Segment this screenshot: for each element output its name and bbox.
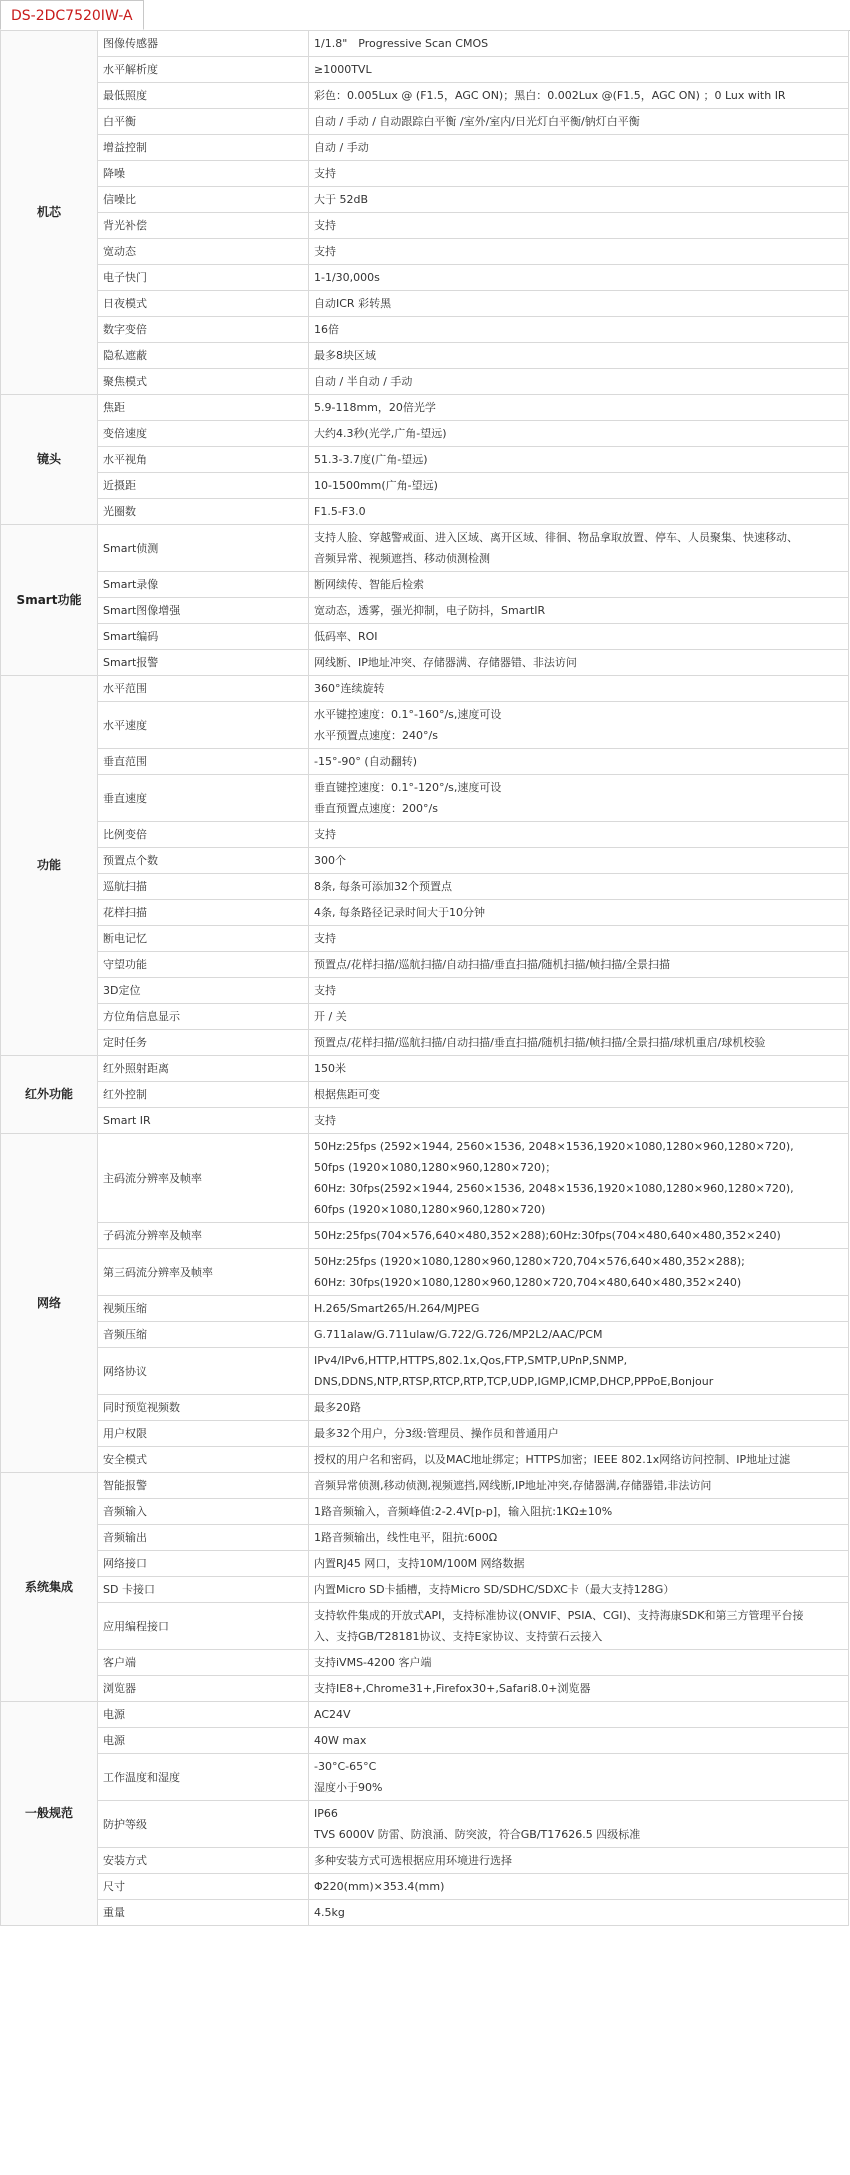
value-line: 支持	[314, 1114, 336, 1127]
category-cell: 一般规范	[1, 1702, 98, 1926]
value-line: 音频异常侦测,移动侦测,视频遮挡,网线断,IP地址冲突,存储器满,存储器错,非法访问	[314, 1479, 712, 1492]
spec-table-body	[1, 31, 849, 1926]
param-cell: 安全模式	[98, 1447, 309, 1473]
value-line: 4条, 每条路径记录时间大于10分钟	[314, 906, 485, 919]
value-line: 宽动态，透雾，强光抑制，电子防抖，SmartIR	[314, 604, 546, 617]
param-cell: 光圈数	[98, 499, 309, 525]
value-cell	[309, 1395, 849, 1421]
value-line: 支持IE8+,Chrome31+,Firefox30+,Safari8.0+浏览器	[314, 1682, 591, 1695]
value-line: F1.5-F3.0	[314, 505, 366, 518]
value-cell	[309, 317, 849, 343]
param-cell: 网络接口	[98, 1551, 309, 1577]
value-line: 51.3-3.7度(广角-望远)	[314, 453, 428, 466]
value-line: 150米	[314, 1062, 346, 1075]
value-line: 授权的用户名和密码，以及MAC地址绑定；HTTPS加密；IEEE 802.1x网络访问控制、IP地址过滤	[314, 1453, 791, 1466]
value-cell	[309, 1874, 849, 1900]
value-line: 360°连续旋转	[314, 682, 385, 695]
spec-row	[1, 1650, 849, 1676]
param-cell: Smart报警	[98, 650, 309, 676]
param-cell: 应用编程接口	[98, 1603, 309, 1650]
spec-row	[1, 702, 849, 749]
value-line: 断网续传、智能后检索	[314, 578, 424, 591]
value-cell	[309, 1082, 849, 1108]
spec-row	[1, 57, 849, 83]
spec-row	[1, 1322, 849, 1348]
spec-row	[1, 1525, 849, 1551]
value-line: 支持软件集成的开放式API，支持标准协议(ONVIF、PSIA、CGI)、支持海康SDK和第三方管理平台接	[314, 1609, 804, 1622]
value-line: 内置RJ45 网口，支持10M/100M 网络数据	[314, 1557, 525, 1570]
param-cell: 日夜模式	[98, 291, 309, 317]
value-line: 网线断、IP地址冲突、存储器满、存储器错、非法访问	[314, 656, 577, 669]
param-cell: 宽动态	[98, 239, 309, 265]
value-cell	[309, 1447, 849, 1473]
value-cell	[309, 395, 849, 421]
value-cell	[309, 978, 849, 1004]
value-line: 最多32个用户，分3级:管理员、操作员和普通用户	[314, 1427, 559, 1440]
value-line: IPv4/IPv6,HTTP,HTTPS,802.1x,Qos,FTP,SMTP,UPnP,SNMP,	[314, 1354, 628, 1367]
value-cell	[309, 848, 849, 874]
param-cell: 音频输入	[98, 1499, 309, 1525]
param-cell: 背光补偿	[98, 213, 309, 239]
category-cell: 功能	[1, 676, 98, 1056]
value-line: 60Hz: 30fps(1920×1080,1280×960,1280×720,704×480,640×480,352×240)	[314, 1276, 742, 1289]
spec-row	[1, 1249, 849, 1296]
value-cell	[309, 1348, 849, 1395]
param-cell: 电子快门	[98, 265, 309, 291]
value-cell	[309, 187, 849, 213]
param-cell: Smart图像增强	[98, 598, 309, 624]
param-cell: 最低照度	[98, 83, 309, 109]
value-line: TVS 6000V 防雷、防浪涌、防突波，符合GB/T17626.5 四级标准	[314, 1828, 641, 1841]
spec-row	[1, 1421, 849, 1447]
value-cell	[309, 624, 849, 650]
tab-bar	[0, 0, 850, 31]
value-cell	[309, 31, 849, 57]
value-line: 50Hz:25fps(704×576,640×480,352×288);60Hz:30fps(704×480,640×480,352×240)	[314, 1229, 781, 1242]
value-line: 5.9-118mm，20倍光学	[314, 401, 436, 414]
value-line: 50Hz:25fps (1920×1080,1280×960,1280×720,704×576,640×480,352×288);	[314, 1255, 745, 1268]
category-cell: 机芯	[1, 31, 98, 395]
param-cell: 重量	[98, 1900, 309, 1926]
param-cell: 降噪	[98, 161, 309, 187]
value-line: -15°-90° (自动翻转)	[314, 755, 418, 768]
param-cell: 水平范围	[98, 676, 309, 702]
spec-row	[1, 650, 849, 676]
tab-model[interactable]: DS-2DC7520IW-A	[0, 0, 144, 30]
value-cell	[309, 421, 849, 447]
param-cell: 花样扫描	[98, 900, 309, 926]
value-cell	[309, 775, 849, 822]
spec-row	[1, 1551, 849, 1577]
value-cell	[309, 1296, 849, 1322]
value-line: 入、支持GB/T28181协议、支持E家协议、支持萤石云接入	[314, 1630, 603, 1643]
value-line: 1/1.8" Progressive Scan CMOS	[314, 37, 489, 50]
value-line: 多种安装方式可选根据应用环境进行选择	[314, 1854, 512, 1867]
param-cell: 方位角信息显示	[98, 1004, 309, 1030]
value-cell	[309, 702, 849, 749]
value-line: 内置Micro SD卡插槽，支持Micro SD/SDHC/SDXC卡（最大支持128G）	[314, 1583, 675, 1596]
value-cell	[309, 1577, 849, 1603]
param-cell: 水平视角	[98, 447, 309, 473]
value-cell	[309, 57, 849, 83]
spec-row	[1, 161, 849, 187]
value-cell	[309, 265, 849, 291]
spec-row	[1, 1499, 849, 1525]
value-cell	[309, 572, 849, 598]
value-cell	[309, 650, 849, 676]
param-cell: Smart侦测	[98, 525, 309, 572]
param-cell: 断电记忆	[98, 926, 309, 952]
value-cell	[309, 1702, 849, 1728]
value-line: 大约4.3秒(光学,广角-望远)	[314, 427, 447, 440]
param-cell: 工作温度和湿度	[98, 1754, 309, 1801]
value-line: 16倍	[314, 323, 339, 336]
spec-row	[1, 1395, 849, 1421]
param-cell: 隐私遮蔽	[98, 343, 309, 369]
value-cell	[309, 1322, 849, 1348]
spec-row	[1, 83, 849, 109]
value-cell	[309, 1603, 849, 1650]
value-cell	[309, 291, 849, 317]
spec-row	[1, 1108, 849, 1134]
spec-row	[1, 31, 849, 57]
value-cell	[309, 1473, 849, 1499]
param-cell: 子码流分辨率及帧率	[98, 1223, 309, 1249]
param-cell: 浏览器	[98, 1676, 309, 1702]
param-cell: 主码流分辨率及帧率	[98, 1134, 309, 1223]
value-cell	[309, 598, 849, 624]
param-cell: 水平速度	[98, 702, 309, 749]
param-cell: 音频输出	[98, 1525, 309, 1551]
value-line: ≥1000TVL	[314, 63, 372, 76]
value-cell	[309, 1030, 849, 1056]
param-cell: Smart IR	[98, 1108, 309, 1134]
spec-row	[1, 1676, 849, 1702]
value-cell	[309, 1056, 849, 1082]
spec-row	[1, 1447, 849, 1473]
value-line: 根据焦距可变	[314, 1088, 380, 1101]
value-line: 预置点/花样扫描/巡航扫描/自动扫描/垂直扫描/随机扫描/帧扫描/全景扫描	[314, 958, 670, 971]
value-line: 8条, 每条可添加32个预置点	[314, 880, 452, 893]
value-line: 自动 / 手动 / 自动跟踪白平衡 /室外/室内/日光灯白平衡/钠灯白平衡	[314, 115, 640, 128]
param-cell: 智能报警	[98, 1473, 309, 1499]
value-cell	[309, 1650, 849, 1676]
value-cell	[309, 1551, 849, 1577]
param-cell: 视频压缩	[98, 1296, 309, 1322]
spec-row	[1, 1134, 849, 1223]
spec-row	[1, 1056, 849, 1082]
value-line: 自动 / 半自动 / 手动	[314, 375, 413, 388]
param-cell: 定时任务	[98, 1030, 309, 1056]
param-cell: 音频压缩	[98, 1322, 309, 1348]
param-cell: 电源	[98, 1728, 309, 1754]
spec-row	[1, 624, 849, 650]
value-line: 低码率、ROI	[314, 630, 378, 643]
value-line: 垂直预置点速度：200°/s	[314, 802, 438, 815]
value-cell	[309, 874, 849, 900]
param-cell: 电源	[98, 1702, 309, 1728]
value-cell	[309, 1499, 849, 1525]
spec-row	[1, 775, 849, 822]
value-line: 支持	[314, 167, 336, 180]
value-line: 1路音频输入，音频峰值:2-2.4V[p-p]，输入阻抗:1KΩ±10%	[314, 1505, 613, 1518]
param-cell: 增益控制	[98, 135, 309, 161]
value-line: 50fps (1920×1080,1280×960,1280×720)；	[314, 1161, 557, 1174]
value-line: 自动 / 手动	[314, 141, 369, 154]
value-line: AC24V	[314, 1708, 351, 1721]
spec-row	[1, 1702, 849, 1728]
spec-row	[1, 1754, 849, 1801]
value-cell	[309, 1900, 849, 1926]
value-line: 60Hz: 30fps(2592×1944, 2560×1536, 2048×1536,1920×1080,1280×960,1280×720),	[314, 1182, 794, 1195]
param-cell: SD 卡接口	[98, 1577, 309, 1603]
value-cell	[309, 1525, 849, 1551]
spec-row	[1, 1223, 849, 1249]
param-cell: 垂直速度	[98, 775, 309, 822]
param-cell: 第三码流分辨率及帧率	[98, 1249, 309, 1296]
value-cell	[309, 1801, 849, 1848]
value-line: 支持	[314, 245, 336, 258]
param-cell: 红外照射距离	[98, 1056, 309, 1082]
value-line: 开 / 关	[314, 1010, 347, 1023]
value-line: H.265/Smart265/H.264/MJPEG	[314, 1302, 480, 1315]
value-cell	[309, 239, 849, 265]
spec-row	[1, 395, 849, 421]
param-cell: 白平衡	[98, 109, 309, 135]
spec-row	[1, 135, 849, 161]
param-cell: 用户权限	[98, 1421, 309, 1447]
value-line: 支持	[314, 219, 336, 232]
spec-row	[1, 291, 849, 317]
spec-row	[1, 978, 849, 1004]
spec-row	[1, 1900, 849, 1926]
spec-row	[1, 1874, 849, 1900]
param-cell: 客户端	[98, 1650, 309, 1676]
category-cell: 镜头	[1, 395, 98, 525]
value-line: 音频异常、视频遮挡、移动侦测检测	[314, 552, 490, 565]
value-line: 最多20路	[314, 1401, 361, 1414]
value-line: 4.5kg	[314, 1906, 345, 1919]
param-cell: 水平解析度	[98, 57, 309, 83]
value-line: 1路音频输出，线性电平，阻抗:600Ω	[314, 1531, 498, 1544]
spec-row	[1, 1348, 849, 1395]
value-line: 预置点/花样扫描/巡航扫描/自动扫描/垂直扫描/随机扫描/帧扫描/全景扫描/球机重启/球机校验	[314, 1036, 766, 1049]
param-cell: 比例变倍	[98, 822, 309, 848]
value-line: 支持	[314, 984, 336, 997]
spec-row	[1, 187, 849, 213]
value-line: Φ220(mm)×353.4(mm)	[314, 1880, 445, 1893]
value-line: 支持iVMS-4200 客户端	[314, 1656, 432, 1669]
param-cell: 信噪比	[98, 187, 309, 213]
param-cell: 守望功能	[98, 952, 309, 978]
value-line: 10-1500mm(广角-望远)	[314, 479, 438, 492]
param-cell: Smart录像	[98, 572, 309, 598]
spec-row	[1, 213, 849, 239]
spec-row	[1, 1082, 849, 1108]
value-cell	[309, 900, 849, 926]
category-cell: 网络	[1, 1134, 98, 1473]
value-cell	[309, 83, 849, 109]
param-cell: 3D定位	[98, 978, 309, 1004]
value-cell	[309, 499, 849, 525]
value-cell	[309, 1134, 849, 1223]
spec-row	[1, 317, 849, 343]
spec-row	[1, 265, 849, 291]
value-line: 40W max	[314, 1734, 367, 1747]
spec-row	[1, 926, 849, 952]
spec-row	[1, 473, 849, 499]
spec-row	[1, 1603, 849, 1650]
spec-row	[1, 900, 849, 926]
spec-row	[1, 421, 849, 447]
param-cell: Smart编码	[98, 624, 309, 650]
value-line: DNS,DDNS,NTP,RTSP,RTCP,RTP,TCP,UDP,IGMP,ICMP,DHCP,PPPoE,Bonjour	[314, 1375, 714, 1388]
spec-row	[1, 239, 849, 265]
spec-row	[1, 848, 849, 874]
value-line: 60fps (1920×1080,1280×960,1280×720)	[314, 1203, 546, 1216]
param-cell: 尺寸	[98, 1874, 309, 1900]
spec-row	[1, 1030, 849, 1056]
value-cell	[309, 369, 849, 395]
value-line: IP66	[314, 1807, 338, 1820]
param-cell: 近摄距	[98, 473, 309, 499]
value-cell	[309, 109, 849, 135]
spec-row	[1, 1848, 849, 1874]
value-cell	[309, 1754, 849, 1801]
spec-row	[1, 676, 849, 702]
value-line: 1-1/30,000s	[314, 271, 380, 284]
spec-row	[1, 1728, 849, 1754]
param-cell: 变倍速度	[98, 421, 309, 447]
value-line: 50Hz:25fps (2592×1944, 2560×1536, 2048×1536,1920×1080,1280×960,1280×720),	[314, 1140, 794, 1153]
value-line: 支持	[314, 932, 336, 945]
spec-row	[1, 1801, 849, 1848]
value-cell	[309, 1676, 849, 1702]
value-line: 水平预置点速度：240°/s	[314, 729, 438, 742]
spec-table	[0, 30, 849, 1926]
value-cell	[309, 447, 849, 473]
value-cell	[309, 1848, 849, 1874]
param-cell: 垂直范围	[98, 749, 309, 775]
value-line: -30°C-65°C	[314, 1760, 377, 1773]
value-line: 自动ICR 彩转黑	[314, 297, 392, 310]
param-cell: 防护等级	[98, 1801, 309, 1848]
value-cell	[309, 822, 849, 848]
value-cell	[309, 213, 849, 239]
spec-row	[1, 1296, 849, 1322]
param-cell: 网络协议	[98, 1348, 309, 1395]
value-cell	[309, 1249, 849, 1296]
param-cell: 安装方式	[98, 1848, 309, 1874]
value-cell	[309, 473, 849, 499]
value-cell	[309, 952, 849, 978]
param-cell: 焦距	[98, 395, 309, 421]
value-line: 最多8块区域	[314, 349, 376, 362]
spec-row	[1, 499, 849, 525]
value-cell	[309, 676, 849, 702]
param-cell: 巡航扫描	[98, 874, 309, 900]
spec-row	[1, 598, 849, 624]
value-cell	[309, 1223, 849, 1249]
value-cell	[309, 1004, 849, 1030]
category-cell: 红外功能	[1, 1056, 98, 1134]
value-cell	[309, 1108, 849, 1134]
param-cell: 同时预览视频数	[98, 1395, 309, 1421]
value-cell	[309, 525, 849, 572]
value-cell	[309, 135, 849, 161]
value-cell	[309, 1421, 849, 1447]
value-cell	[309, 749, 849, 775]
value-cell	[309, 343, 849, 369]
value-cell	[309, 161, 849, 187]
spec-row	[1, 749, 849, 775]
param-cell: 预置点个数	[98, 848, 309, 874]
value-line: 300个	[314, 854, 346, 867]
category-cell: 系统集成	[1, 1473, 98, 1702]
value-line: 大于 52dB	[314, 193, 369, 206]
spec-row	[1, 109, 849, 135]
param-cell: 聚焦模式	[98, 369, 309, 395]
value-line: 湿度小于90%	[314, 1781, 383, 1794]
spec-row	[1, 1473, 849, 1499]
spec-row	[1, 1004, 849, 1030]
spec-row	[1, 447, 849, 473]
value-line: 彩色：0.005Lux @ (F1.5，AGC ON)；黑白：0.002Lux @(F1.5，AGC ON) ；0 Lux with IR	[314, 89, 786, 102]
category-cell: Smart功能	[1, 525, 98, 676]
spec-row	[1, 343, 849, 369]
value-line: G.711alaw/G.711ulaw/G.722/G.726/MP2L2/AAC/PCM	[314, 1328, 603, 1341]
value-line: 支持人脸、穿越警戒面、进入区域、离开区域、徘徊、物品拿取放置、停车、人员聚集、快速移动、	[314, 531, 798, 544]
value-line: 支持	[314, 828, 336, 841]
spec-row	[1, 572, 849, 598]
value-line: 垂直键控速度：0.1°-120°/s,速度可设	[314, 781, 502, 794]
spec-row	[1, 822, 849, 848]
spec-row	[1, 952, 849, 978]
param-cell: 图像传感器	[98, 31, 309, 57]
spec-row	[1, 874, 849, 900]
param-cell: 红外控制	[98, 1082, 309, 1108]
value-line: 水平键控速度：0.1°-160°/s,速度可设	[314, 708, 502, 721]
value-cell	[309, 926, 849, 952]
value-cell	[309, 1728, 849, 1754]
spec-row	[1, 525, 849, 572]
param-cell: 数字变倍	[98, 317, 309, 343]
spec-row	[1, 369, 849, 395]
spec-row	[1, 1577, 849, 1603]
